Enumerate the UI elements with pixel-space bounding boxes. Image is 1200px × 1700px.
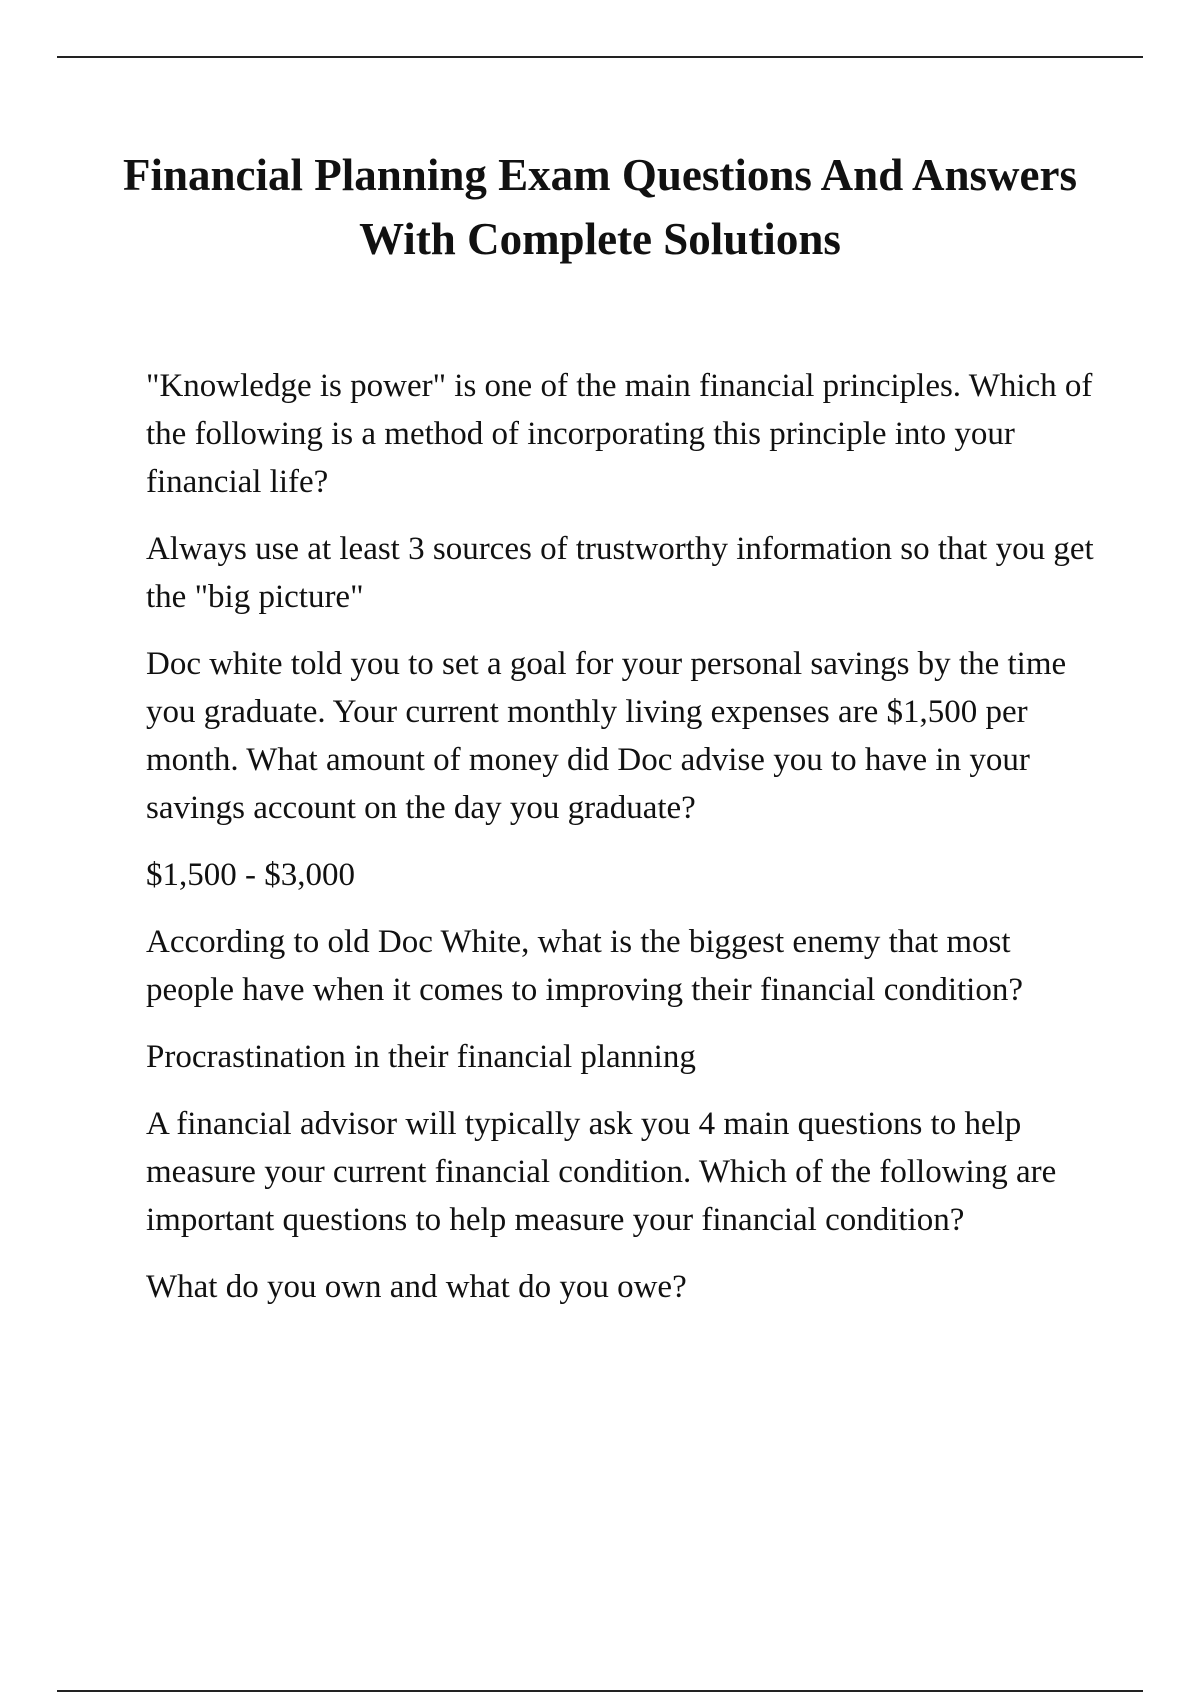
bottom-rule	[57, 1690, 1143, 1692]
question-3: According to old Doc White, what is the biggest enemy that most people have when it comes to improving their financial condition?	[146, 924, 1023, 1008]
answer-4: What do you own and what do you owe?	[146, 1269, 687, 1305]
document-title: Financial Planning Exam Questions And Answers With Complete Solutions	[123, 150, 1077, 264]
answer-3: Procrastination in their financial planning	[146, 1039, 696, 1075]
question-2: Doc white told you to set a goal for your personal savings by the time you graduate. Your current monthly living expenses are $1,500 per month. What amount of money did Doc advise you to have in your savings account on the day you graduate?	[146, 646, 1067, 826]
question-4: A financial advisor will typically ask you 4 main questions to help measure your current financial condition. Which of the following are important questions to help measure your financial condition?	[146, 1106, 1057, 1238]
top-rule	[57, 56, 1143, 58]
question-1: "Knowledge is power" is one of the main financial principles. Which of the following is a method of incorporating this principle into your financial life?	[146, 368, 1093, 500]
answer-1: Always use at least 3 sources of trustworthy information so that you get the "big picture"	[146, 531, 1094, 615]
qa-list	[146, 362, 1101, 1330]
answer-2: $1,500 - $3,000	[146, 857, 355, 893]
